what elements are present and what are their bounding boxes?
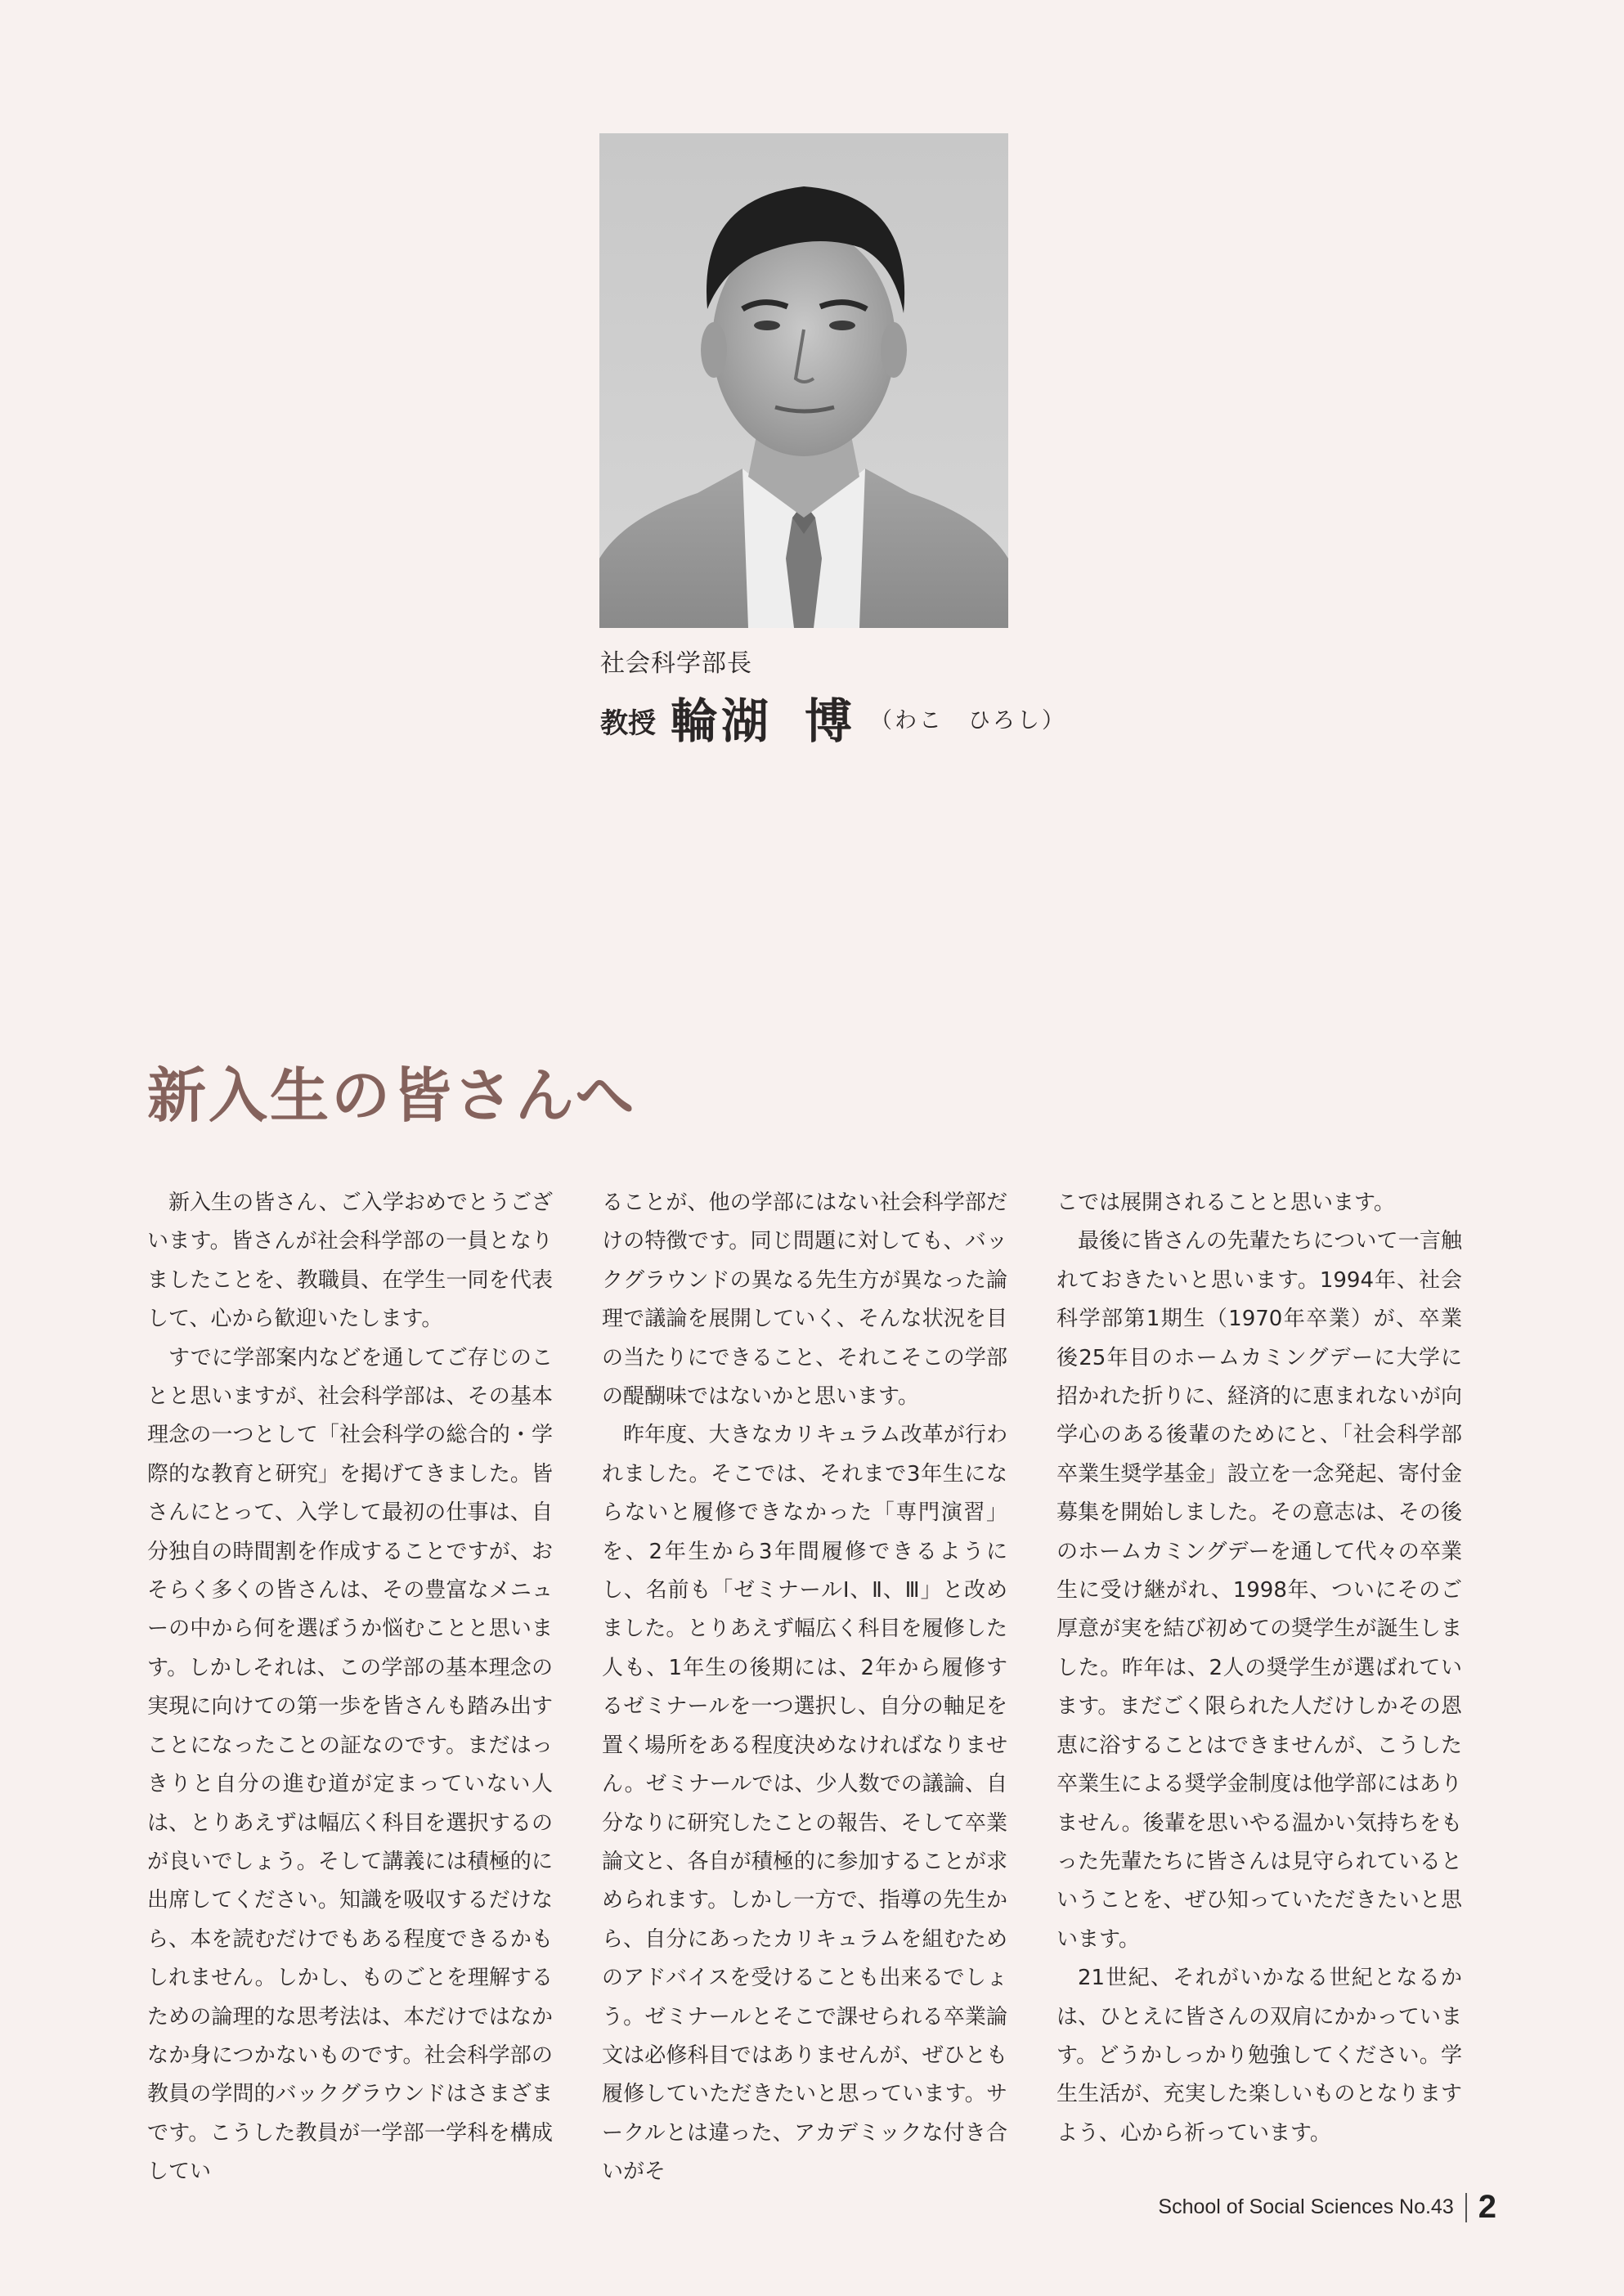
body-paragraph: 最後に皆さんの先輩たちについて一言触れておきたいと思います。1994年、社会科学部第1期生（1970年卒業）が、卒業後25年目のホームカミングデーに大学に招かれた折りに、経済的に恵まれないが向学心のある後輩のためにと、「社会科学部卒業生奨学基金」設立を一念発起、寄付金募集を開始しました。その意志は、その後のホームカミングデーを通して代々の卒業生に受け継がれ、1998年、ついにそのご厚意が実を結び初めての奨学生が誕生しました。昨年は、2人の奨学生が選ばれています。まだごく限られた人だけしかその恩恵に浴することはできませんが、こうした卒業生による奨学金制度は他学部にはありません。後輩を思いやる温かい気持ちをもった先輩たちに皆さんは見守られているということを、ぜひ知っていただきたいと思います。: [1056, 1229, 1462, 1952]
body-paragraph: ることが、他の学部にはない社会科学部だけの特徴です。同じ問題に対しても、バックグラウンドの異なる先生方が異なった論理で議論を展開していく、そんな状況を目の当たりにできること、それこそこの学部の醍醐味ではないかと思います。: [602, 1191, 1007, 1410]
dean-name-reading: （わこ ひろし）: [870, 708, 1067, 733]
body-column-3: [1056, 1184, 1462, 2149]
body-paragraph: すでに学部案内などを通してご存じのことと思いますが、社会科学部は、その基本理念の一つとして「社会科学の総合的・学際的な教育と研究」を掲げてきました。皆さんにとって、入学して最初の仕事は、自分独自の時間割を作成することですが、おそらく多くの皆さんは、その豊富なメニューの中から何を選ぼうか悩むことと思います。しかしそれは、この学部の基本理念の実現に向けての第一歩を皆さんも踏み出すことになったことの証なのです。まだはっきりと自分の進む道が定まっていない人は、とりあえずは幅広く科目を選択するのが良いでしょう。そして講義には積極的に出席してください。知識を吸収するだけなら、本を読むだけでもある程度できるかもしれません。しかし、ものごとを理解するための論理的な思考法は、本だけではなかなか身につかないものです。社会科学部の教員の学問的バックグラウンドはさまざまです。こうした教員が一学部一学科を構成してい: [147, 1345, 553, 2185]
body-paragraph: こでは展開されることと思います。: [1056, 1191, 1395, 1215]
dean-family-name: 輪湖: [671, 693, 773, 749]
body-column-1: [147, 1184, 553, 2185]
article-body: [147, 1184, 1462, 2185]
portrait-illustration: [599, 133, 1008, 628]
body-paragraph: 21世紀、それがいかなる世紀となるかは、ひとえに皆さんの双肩にかかっています。どうかしっかり勉強してください。学生生活が、充実した楽しいものとなりますよう、心から祈っています。: [1056, 1966, 1462, 2146]
footer-divider: [1465, 2193, 1467, 2222]
body-paragraph: 新入生の皆さん、ご入学おめでとうございます。皆さんが社会科学部の一員となりましたことを、教職員、在学生一同を代表して、心から歓迎いたします。: [147, 1191, 553, 1332]
dean-rank: 教授: [600, 707, 656, 740]
dean-given-name: 博: [805, 693, 856, 749]
page-number: 2: [1478, 2189, 1496, 2225]
body-paragraph: 昨年度、大きなカリキュラム改革が行われました。そこでは、それまで3年生にならないと履修できなかった「専門演習」を、2年生から3年間履修できるようにし、名前も「ゼミナールⅠ、Ⅱ、Ⅲ」と改めました。とりあえず幅広く科目を履修した人も、1年生の後期には、2年から履修するゼミナールを一つ選択し、自分の軸足を置く場所をある程度決めなければなりません。ゼミナールでは、少人数での議論、自分なりに研究したことの報告、そして卒業論文と、各自が積極的に参加することが求められます。しかし一方で、指導の先生から、自分にあったカリキュラムを組むためのアドバイスを受けることも出来るでしょう。ゼミナールとそこで課せられる卒業論文は必修科目ではありませんが、ぜひとも履修していただきたいと思っています。サークルとは違った、アカデミックな付き合いがそ: [602, 1423, 1007, 2185]
page-footer: [1158, 2189, 1496, 2226]
dean-name-line: [600, 683, 1066, 751]
body-column-2: [602, 1184, 1007, 2185]
publication-name: School of Social Sciences No.43: [1158, 2195, 1454, 2218]
dean-title: 社会科学部長: [600, 649, 752, 678]
dean-portrait-photo: [599, 133, 1008, 628]
article-heading: 新入生の皆さんへ: [147, 1061, 637, 1130]
